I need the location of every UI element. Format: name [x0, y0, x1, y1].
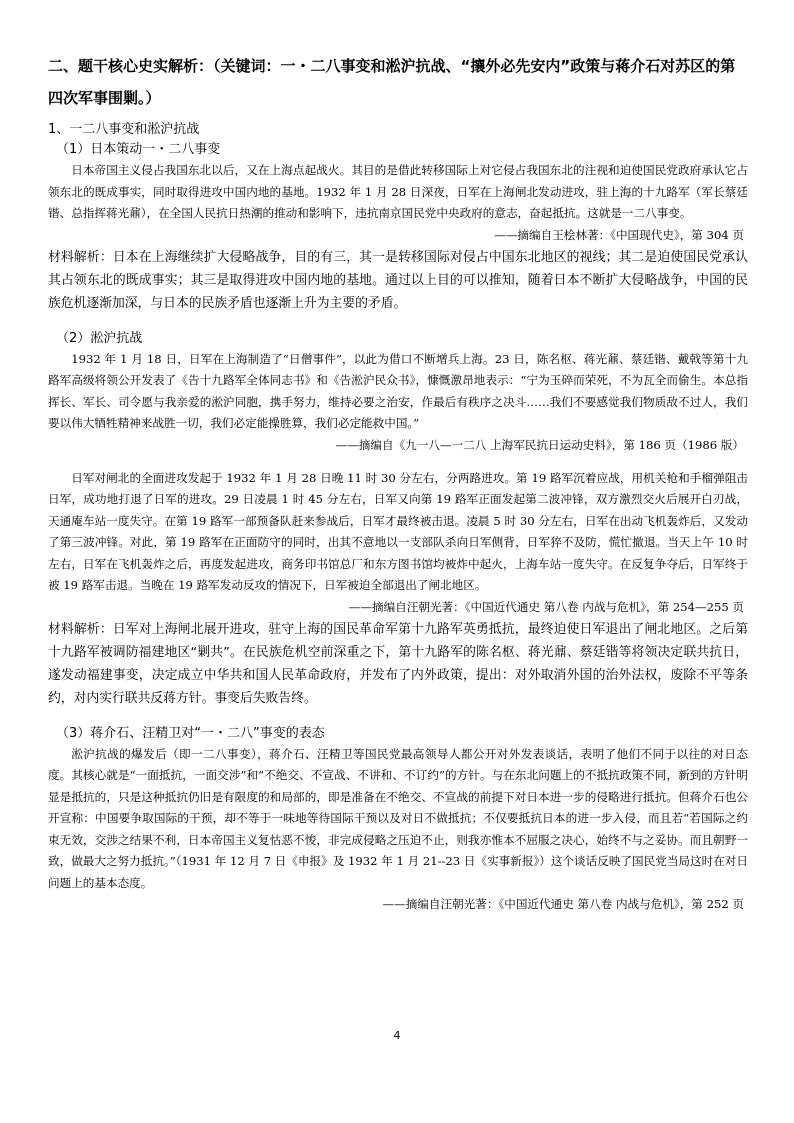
page-number: 4	[393, 1029, 401, 1042]
subsection-title-2: （2）淞沪抗战	[56, 330, 143, 346]
material-analysis-1: 材料解析：日本在上海继续扩大侵略战争，目的有三，其一是转移国际对侵占中国东北地区的视线；其二是迫使国民党承认其占领东北的既成事实；其三是取得进攻中国内地的基地。通过以上目的可以推知，随着日本不断扩大侵略战争，中国的民族危机逐渐加深，与日本的民族矛盾也逐渐上升为主要的矛盾。	[48, 249, 748, 311]
source-citation-4: ——摘编自汪朝光著：《中国近代通史 第八卷 内战与危机》，第 252 页	[382, 897, 744, 911]
material-analysis-2: 材料解析：日军对上海闸北展开进攻，驻守上海的国民革命军第十九路军英勇抵抗，最终迫使日军退出了闸北地区。之后第十九路军被调防福建地区“剿共”。在民族危机空前深重之下，第十九路军的陈名枢、蒋光鼐、蔡廷锴等将领决定联共抗日，遂发动福建事变，决定成立中华共和国人民革命政府，并发布了内外政策，提出：对外取消外国的治外法权，废除不平等条约，对内实行联共反蒋方针。事变后失败告终。	[48, 621, 748, 706]
source-citation-3: ——摘编自汪朝光著：《中国近代通史 第八卷 内战与危机》，第 254—255 页	[348, 599, 744, 614]
source-citation-1: ——摘编自王桧林著：《中国现代史》，第 304 页	[494, 227, 744, 242]
quote-passage-4: 淞沪抗战的爆发后（即一二八事变），蒋介石、汪精卫等国民党最高领导人都公开对外发表谈话，表明了他们不同于以往的对日态度。其核心就是“一面抵抗，一面交涉”和“不绝交、不宣战、不讲和、不订约”的方针。与在东北问题上的不抵抗政策不同，新到的方针明显是抵抗的，只是这种抵抗仍旧是有限度的和局部的，即是准备在不绝交、不宣战的前提下对日本进一步的侵略进行抵抗。但蒋介石也公开宣称：中国要争取国际的干预，却不等于一味地等待国际干预以及对日不做抵抗；不仅要抵抗日本的进一步入侵，而且若“若国际之约束无效，交涉之结果不利，日本帝国主义复怙恶不悛，非完成侵略之压迫不止，则我亦惟本不屈服之决心，始终不与之妥协。而且朝野一致，做最大之努力抵抗。”（1931 年 12 月 7 日《申报》及 1932 年 1 月 21--23 日《实事新报》）这个谈话反映了国民党当局这时在对日问题上的基本态度。	[48, 746, 748, 890]
subsection-title-3: （3）蒋介石、汪精卫对“一・二八”事变的表态	[56, 725, 325, 741]
quote-passage-2: 1932 年 1 月 18 日，日军在上海制造了“日僧事件”，以此为借口不断增兵上海。23 日，陈名枢、蒋光鼐、蔡廷锴、戴戟等第十九路军高级将领公开发表了《告十九路军全体同志书》和《告淞沪民众书》，慷慨激昂地表示：“宁为玉碎而荣死，不为瓦全而偷生。本总指挥长、军长、司令愿与我亲爱的淞沪同胞，携手努力，维持必要之治安，作最后有秩序之决斗……我们不要感觉我们物质敌不过人，我们要以伟大牺牲精神来战胜一切，我们必定能操胜算，我们必定能救中国。”	[48, 351, 748, 430]
quote-passage-1: 日本帝国主义侵占我国东北以后，又在上海点起战火。其目的是借此转移国际上对它侵占我国东北的注视和迫使国民党政府承认它占领东北的既成事实，同时取得进攻中国内地的基地。1932 年 1 月 28 日深夜，日军在上海闸北发动进攻，驻上海的十九路军（军长蔡廷锴、总指挥蒋光鼐），在全国人民抗日热潮的推动和影响下，违抗南京国民党中央政府的意志，奋起抵抗。这就是一二八事变。	[48, 163, 748, 220]
quote-passage-3: 日军对闸北的全面进攻发起于 1932 年 1 月 28 日晚 11 时 30 分左右，分两路进攻。第 19 路军沉着应战，用机关枪和手榴弹阻击日军，成功地打退了日军的进攻。29 日凌晨 1 时 45 分左右，日军又向第 19 路军正面发起第二波冲锋，双方激烈交火后展开白刃战，天通庵车站一度失守。在第 19 路军一部预备队赶来参战后，日军才最终被击退。凌晨 5 时 30 分左右，日军在出动飞机轰炸后，又发动了第三波冲锋。对此，第 19 路军在正面防守的同时，出其不意地以一支部队杀向日军侧背，日军猝不及防，慌忙撤退。当天上午 10 时左右，日军在飞机轰炸之后，再度发起进攻，商务印书馆总厂和东方图书馆均被炸中起火，上海车站一度失守。在反复争夺后，日军终于被 19 路军击退。当晚在 19 路军发动反攻的情况下，日军被迫全部退出了闸北地区。	[48, 470, 748, 592]
document-page	[48, 50, 748, 915]
main-heading: 二、题干核心史实解析：（关键词：一・二八事变和淞沪抗战、“攘外必先安内”政策与蒋介石对苏区的第四次军事围剿。）	[48, 57, 736, 107]
source-citation-2: ——摘编自《九一八—一二八 上海军民抗日运动史料》，第 186 页（1986 版）	[335, 437, 744, 452]
subsection-title-1: （1）日本策动一・二八事变	[56, 142, 221, 157]
section-title: 1、一二八事变和淞沪抗战	[48, 122, 200, 137]
